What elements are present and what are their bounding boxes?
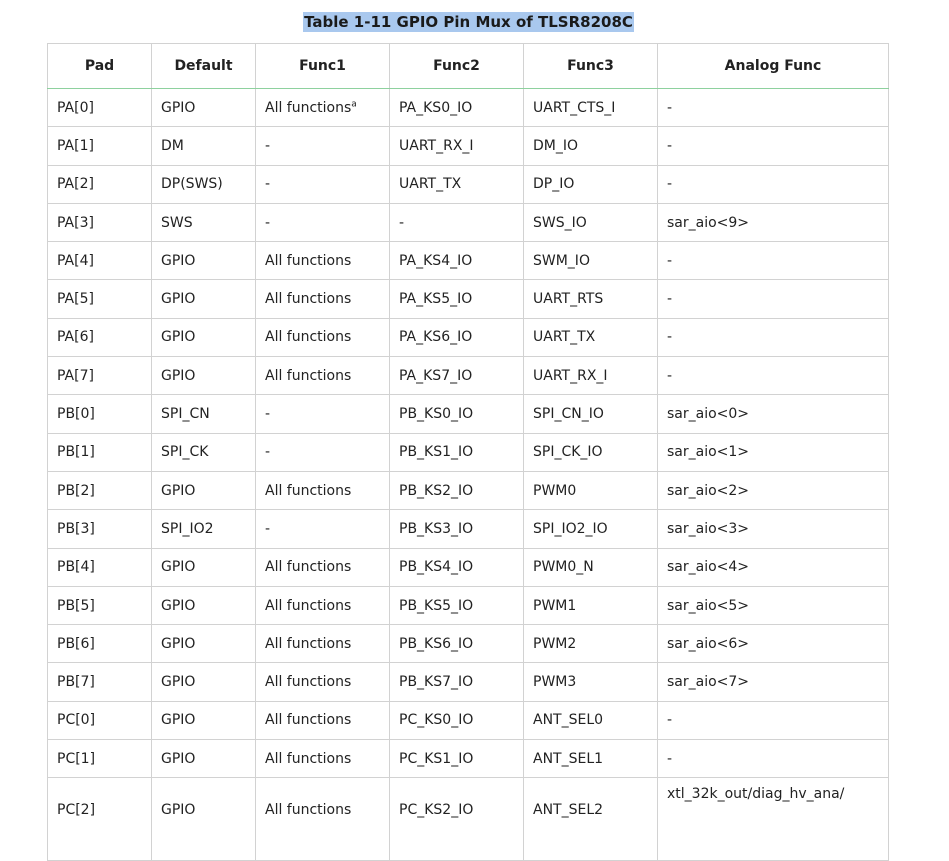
cell-func3 [524,663,658,701]
cell-func3 [524,395,658,433]
cell-func1 [256,89,390,127]
cell-default [152,89,256,127]
table-body [48,89,889,861]
cell-pad-text: PB[4] [57,559,95,576]
cell-func3 [524,357,658,395]
cell-func3-text: PWM0_N [533,559,594,576]
cell-func3-text: PWM3 [533,674,577,691]
cell-func2-text: PC_KS1_IO [399,750,474,767]
cell-analog-func-text: - [667,712,673,729]
cell-default [152,203,256,241]
cell-default-text: GPIO [161,367,196,384]
cell-analog-func [658,89,889,127]
cell-default-text: GPIO [161,750,196,767]
cell-analog-func-text: sar_aio<4> [667,559,750,576]
cell-analog-func-text: sar_aio<1> [667,444,750,461]
cell-func3-text: UART_RTS [533,291,604,308]
cell-func3 [524,318,658,356]
cell-func3 [524,89,658,127]
table-row [48,318,889,356]
table-header [48,44,889,89]
cell-default [152,778,256,861]
cell-func2 [390,357,524,395]
cell-default [152,127,256,165]
cell-func2 [390,127,524,165]
cell-func2-text: PB_KS4_IO [399,559,474,576]
cell-default-text: SPI_CN [161,406,210,423]
cell-default [152,510,256,548]
header-pad: Pad [48,44,152,89]
cell-default [152,625,256,663]
cell-func1-text: All functions [265,802,352,819]
cell-default [152,471,256,509]
cell-analog-func-text: sar_aio<6> [667,635,750,652]
cell-pad-text: PC[0] [57,712,96,729]
cell-analog-func-text: - [667,367,673,384]
cell-default-text: GPIO [161,674,196,691]
cell-default-text: GPIO [161,802,196,819]
header-default: Default [152,44,256,89]
cell-default [152,663,256,701]
cell-func3-text: SPI_IO2_IO [533,520,608,537]
cell-func3 [524,242,658,280]
cell-default-text: GPIO [161,559,196,576]
cell-func2 [390,89,524,127]
cell-func2 [390,740,524,778]
cell-func1-text: - [265,444,271,461]
cell-pad-text: PC[1] [57,750,96,767]
cell-func2 [390,548,524,586]
cell-func3-text: SWM_IO [533,252,590,269]
cell-func2 [390,625,524,663]
cell-func3 [524,280,658,318]
cell-analog-func [658,203,889,241]
table-row [48,203,889,241]
table-row [48,625,889,663]
cell-func2 [390,318,524,356]
cell-default-text: SPI_CK [161,444,209,461]
cell-analog-func-text: sar_aio<9> [667,214,750,231]
cell-pad [48,395,152,433]
cell-pad-text: PB[6] [57,635,95,652]
cell-default-text: SPI_IO2 [161,520,214,537]
cell-func3 [524,433,658,471]
cell-func2 [390,395,524,433]
table-row [48,165,889,203]
cell-default [152,165,256,203]
cell-func3-text: UART_TX [533,329,596,346]
cell-func1-text: All functions [265,252,352,269]
cell-func2-text: PA_KS4_IO [399,252,473,269]
cell-func1 [256,242,390,280]
table-row [48,740,889,778]
cell-pad [48,701,152,739]
cell-func3-text: ANT_SEL2 [533,802,604,819]
table-row [48,395,889,433]
cell-analog-func-text: - [667,291,673,308]
cell-func1 [256,778,390,861]
cell-func1 [256,663,390,701]
cell-pad-text: PB[7] [57,674,95,691]
cell-pad-text: PB[0] [57,406,95,423]
cell-default [152,357,256,395]
cell-func2-text: PA_KS5_IO [399,291,473,308]
cell-func2-text: PB_KS1_IO [399,444,474,461]
cell-default-text: GPIO [161,252,196,269]
cell-analog-func [658,510,889,548]
cell-pad-text: PA[4] [57,252,94,269]
cell-analog-func [658,548,889,586]
cell-pad-text: PA[6] [57,329,94,346]
cell-analog-func-text: - [667,176,673,193]
cell-func1-text: All functions [265,482,352,499]
cell-default-text: GPIO [161,291,196,308]
table-row [48,778,889,861]
cell-analog-func [658,127,889,165]
cell-func2 [390,203,524,241]
cell-analog-func [658,586,889,624]
cell-default [152,548,256,586]
header-func1: Func1 [256,44,390,89]
cell-func2 [390,701,524,739]
cell-analog-func [658,433,889,471]
cell-default [152,433,256,471]
cell-func1 [256,165,390,203]
cell-func2-text: PB_KS3_IO [399,520,474,537]
table-row [48,280,889,318]
cell-func1 [256,318,390,356]
cell-analog-func [658,395,889,433]
cell-func3 [524,548,658,586]
table-row [48,586,889,624]
cell-pad [48,357,152,395]
table-row [48,127,889,165]
cell-pad [48,89,152,127]
cell-default [152,242,256,280]
cell-pad-text: PB[2] [57,482,95,499]
cell-func2 [390,165,524,203]
cell-func2-text: UART_RX_I [399,137,474,154]
cell-analog-func [658,740,889,778]
cell-pad [48,318,152,356]
header-func2: Func2 [390,44,524,89]
cell-func1-text: All functions [265,329,352,346]
cell-pad [48,203,152,241]
cell-pad [48,625,152,663]
footnote-marker: a [351,98,357,109]
header-func3: Func3 [524,44,658,89]
cell-func3 [524,586,658,624]
cell-func1-text: - [265,137,271,154]
cell-func1-text: All functions [265,291,352,308]
cell-func3 [524,203,658,241]
cell-func3-text: PWM1 [533,597,577,614]
cell-func2-text: PB_KS5_IO [399,597,474,614]
cell-analog-func-text: - [667,252,673,269]
cell-default [152,586,256,624]
cell-func1-text: All functions [265,597,352,614]
table-row [48,548,889,586]
cell-func1 [256,548,390,586]
caption-wrap [0,12,937,32]
cell-pad [48,586,152,624]
cell-func1-text: All functions [265,712,352,729]
cell-func3-text: ANT_SEL1 [533,750,604,767]
cell-func1-text: All functions [265,674,352,691]
cell-func3 [524,778,658,861]
cell-default-text: GPIO [161,597,196,614]
cell-pad-text: PB[3] [57,520,95,537]
cell-func3 [524,165,658,203]
cell-analog-func-text: - [667,750,673,767]
cell-analog-func [658,357,889,395]
cell-func1-text: All functions [265,635,352,652]
cell-default [152,740,256,778]
cell-analog-func [658,663,889,701]
cell-func3-text: DM_IO [533,137,579,154]
cell-func3-text: PWM2 [533,635,577,652]
cell-func1 [256,127,390,165]
cell-analog-func-text: - [667,137,673,154]
cell-func2-text: PB_KS0_IO [399,406,474,423]
cell-func1 [256,433,390,471]
cell-analog-func [658,701,889,739]
cell-func1 [256,357,390,395]
cell-default [152,318,256,356]
cell-func2-text: PA_KS7_IO [399,367,473,384]
cell-default-text: DM [161,137,184,154]
table-row [48,471,889,509]
cell-func2 [390,778,524,861]
cell-func1-text: - [265,406,271,423]
cell-analog-func-text: xtl_32k_out/diag_hv_ana/ [667,786,845,803]
cell-analog-func [658,165,889,203]
cell-pad-text: PA[7] [57,367,94,384]
cell-pad [48,548,152,586]
cell-default [152,701,256,739]
cell-func3-text: SPI_CK_IO [533,444,603,461]
cell-analog-func-text: sar_aio<7> [667,674,750,691]
cell-pad-text: PA[0] [57,99,94,116]
cell-pad-text: PA[3] [57,214,94,231]
cell-func1 [256,740,390,778]
header-row [48,44,889,89]
cell-func3 [524,740,658,778]
cell-pad [48,778,152,861]
table-row [48,357,889,395]
cell-func3-text: SWS_IO [533,214,587,231]
cell-func2-text: PC_KS0_IO [399,712,474,729]
cell-pad [48,242,152,280]
cell-func1-text: - [265,214,271,231]
cell-func1 [256,395,390,433]
cell-func3-text: UART_CTS_I [533,99,616,116]
table-row [48,663,889,701]
cell-analog-func [658,471,889,509]
cell-func1-text: All functions [265,750,352,767]
cell-func3-text: PWM0 [533,482,577,499]
cell-analog-func-text: sar_aio<5> [667,597,750,614]
cell-func2-text: - [399,214,405,231]
cell-pad-text: PA[5] [57,291,94,308]
cell-func3-text: SPI_CN_IO [533,406,604,423]
cell-default-text: GPIO [161,482,196,499]
cell-pad [48,127,152,165]
cell-pad-text: PB[1] [57,444,95,461]
cell-pad [48,510,152,548]
table-row [48,89,889,127]
cell-pad-text: PB[5] [57,597,95,614]
cell-func2 [390,471,524,509]
cell-pad [48,280,152,318]
cell-func1-text: All functions [265,367,352,384]
cell-default [152,395,256,433]
cell-func3-text: DP_IO [533,176,575,193]
cell-func1 [256,203,390,241]
cell-func3 [524,127,658,165]
cell-func1 [256,280,390,318]
gpio-pin-mux-table [47,43,889,861]
cell-func1 [256,510,390,548]
cell-func3 [524,471,658,509]
cell-func2-text: UART_TX [399,176,462,193]
header-analog-func: Analog Func [658,44,889,89]
cell-func2-text: PB_KS6_IO [399,635,474,652]
cell-func2 [390,242,524,280]
cell-func1-text: - [265,520,271,537]
cell-pad [48,433,152,471]
cell-func3-text: UART_RX_I [533,367,608,384]
cell-func3 [524,625,658,663]
cell-func1-text: - [265,176,271,193]
cell-analog-func-text: sar_aio<0> [667,406,750,423]
cell-pad-text: PA[1] [57,137,94,154]
cell-func1-text: All functions [265,99,352,116]
table-row [48,701,889,739]
cell-func3-text: ANT_SEL0 [533,712,604,729]
cell-analog-func [658,242,889,280]
cell-func1 [256,471,390,509]
cell-pad [48,740,152,778]
cell-pad [48,165,152,203]
cell-func1-text: All functions [265,559,352,576]
cell-default-text: SWS [161,214,193,231]
cell-analog-func-text: - [667,99,673,116]
table-row [48,433,889,471]
cell-func1 [256,701,390,739]
cell-pad-text: PA[2] [57,176,94,193]
cell-analog-func [658,280,889,318]
cell-pad [48,471,152,509]
cell-func2-text: PC_KS2_IO [399,802,474,819]
cell-default-text: GPIO [161,99,196,116]
cell-analog-func-text: sar_aio<3> [667,520,750,537]
cell-default [152,280,256,318]
cell-pad-text: PC[2] [57,802,96,819]
cell-func2 [390,433,524,471]
cell-func3 [524,510,658,548]
cell-default-text: GPIO [161,712,196,729]
cell-func2-text: PB_KS2_IO [399,482,474,499]
cell-func3 [524,701,658,739]
cell-func2 [390,586,524,624]
cell-pad [48,663,152,701]
cell-analog-func [658,318,889,356]
cell-func2 [390,663,524,701]
cell-analog-func-text: sar_aio<2> [667,482,750,499]
cell-default-text: DP(SWS) [161,176,223,193]
cell-default-text: GPIO [161,635,196,652]
cell-func2 [390,510,524,548]
cell-func2-text: PA_KS6_IO [399,329,473,346]
cell-analog-func-text: - [667,329,673,346]
cell-analog-func [658,625,889,663]
table-row [48,242,889,280]
table-row [48,510,889,548]
cell-default-text: GPIO [161,329,196,346]
table-caption: Table 1-11 GPIO Pin Mux of TLSR8208C [304,13,633,31]
cell-func2-text: PA_KS0_IO [399,99,473,116]
cell-func2 [390,280,524,318]
cell-analog-func [658,778,889,861]
cell-func1 [256,586,390,624]
cell-func1 [256,625,390,663]
cell-func2-text: PB_KS7_IO [399,674,474,691]
